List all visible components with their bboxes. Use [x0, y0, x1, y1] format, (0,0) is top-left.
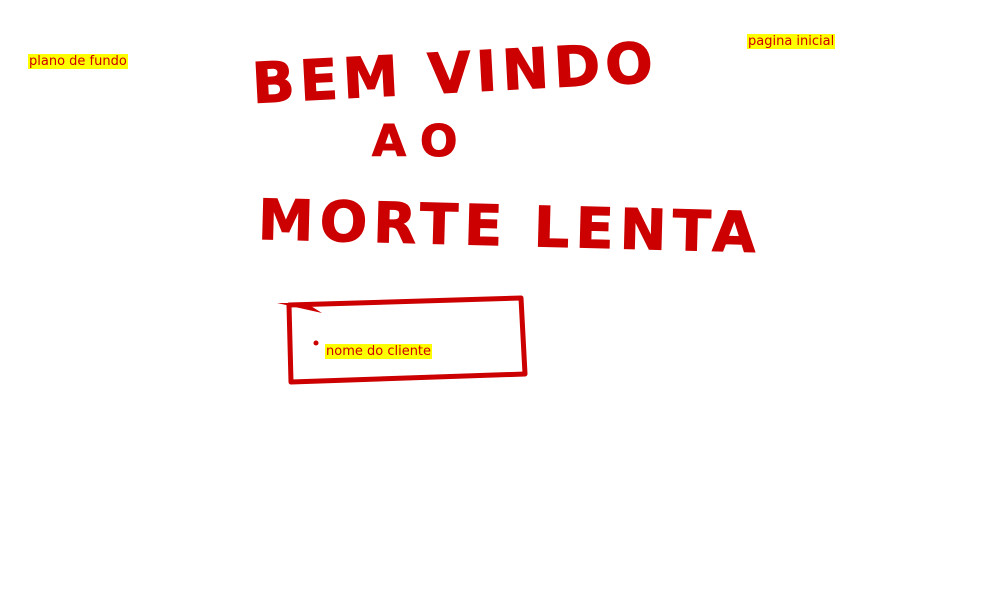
welcome-line-2: AO [372, 116, 472, 167]
home-page-link[interactable]: pagina inicial [748, 34, 835, 49]
client-name-label: nome do cliente [326, 344, 432, 359]
client-name-input[interactable] [288, 298, 526, 384]
welcome-line-1: BEM VINDO [250, 30, 660, 117]
background-label[interactable]: plano de fundo [29, 54, 127, 69]
welcome-line-3: MORTE LENTA [257, 188, 763, 267]
